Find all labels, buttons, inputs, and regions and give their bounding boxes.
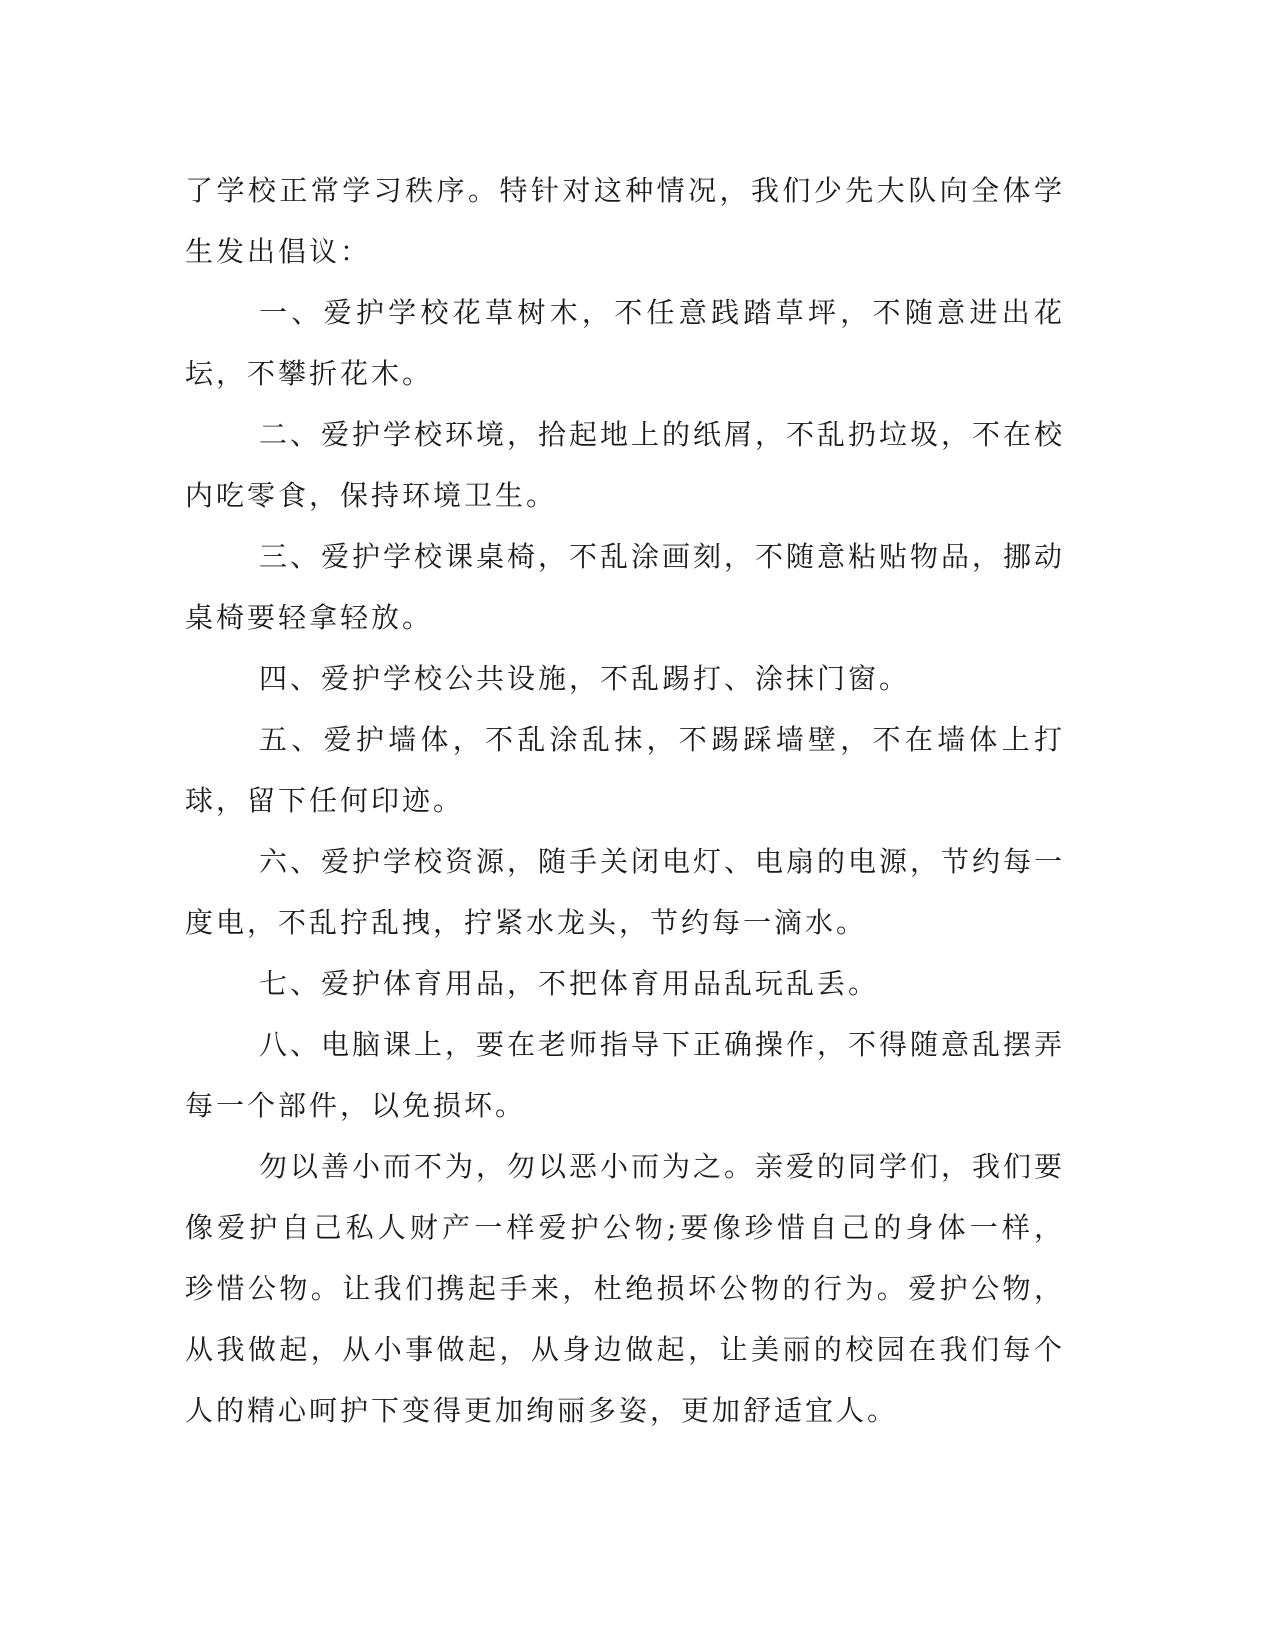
paragraph-item-7: 七、爱护体育用品，不把体育用品乱玩乱丢。 [259, 967, 880, 1000]
paragraph-item-4: 四、爱护学校公共设施，不乱踢打、涂抹门窗。 [259, 662, 911, 695]
paragraph-item-3: 三、爱护学校课桌椅，不乱涂画刻，不随意粘贴物品，挪动桌椅要轻拿轻放。 [185, 540, 1066, 634]
paragraph-item-6: 六、爱护学校资源，随手关闭电灯、电扇的电源，节约每一度电，不乱拧乱拽，拧紧水龙头，节约每一滴水。 [185, 845, 1066, 939]
paragraph-closing: 勿以善小而不为，勿以恶小而为之。亲爱的同学们，我们要像爱护自己私人财产一样爱护公物;要像珍惜自己的身体一样，珍惜公物。让我们携起手来，杜绝损坏公物的行为。爱护公物，从我做起，从小事做起，从身边做起，让美丽的校园在我们每个人的精心呵护下变得更加绚丽多姿，更加舒适宜人。 [185, 1150, 1066, 1427]
paragraph-item-5: 五、爱护墙体，不乱涂乱抹，不踢踩墙壁，不在墙体上打球，留下任何印迹。 [185, 723, 1065, 817]
paragraph-intro: 了学校正常学习秩序。特针对这种情况，我们少先大队向全体学生发出倡议： [185, 174, 1065, 268]
paragraph-item-1: 一、爱护学校花草树木，不任意践踏草坪，不随意进出花坛，不攀折花木。 [185, 296, 1065, 390]
paragraph-item-8: 八、电脑课上，要在老师指导下正确操作，不得随意乱摆弄每一个部件，以免损坏。 [185, 1028, 1066, 1122]
document-body [185, 160, 1065, 1441]
paragraph-item-2: 二、爱护学校环境，拾起地上的纸屑，不乱扔垃圾，不在校内吃零食，保持环境卫生。 [185, 418, 1066, 512]
